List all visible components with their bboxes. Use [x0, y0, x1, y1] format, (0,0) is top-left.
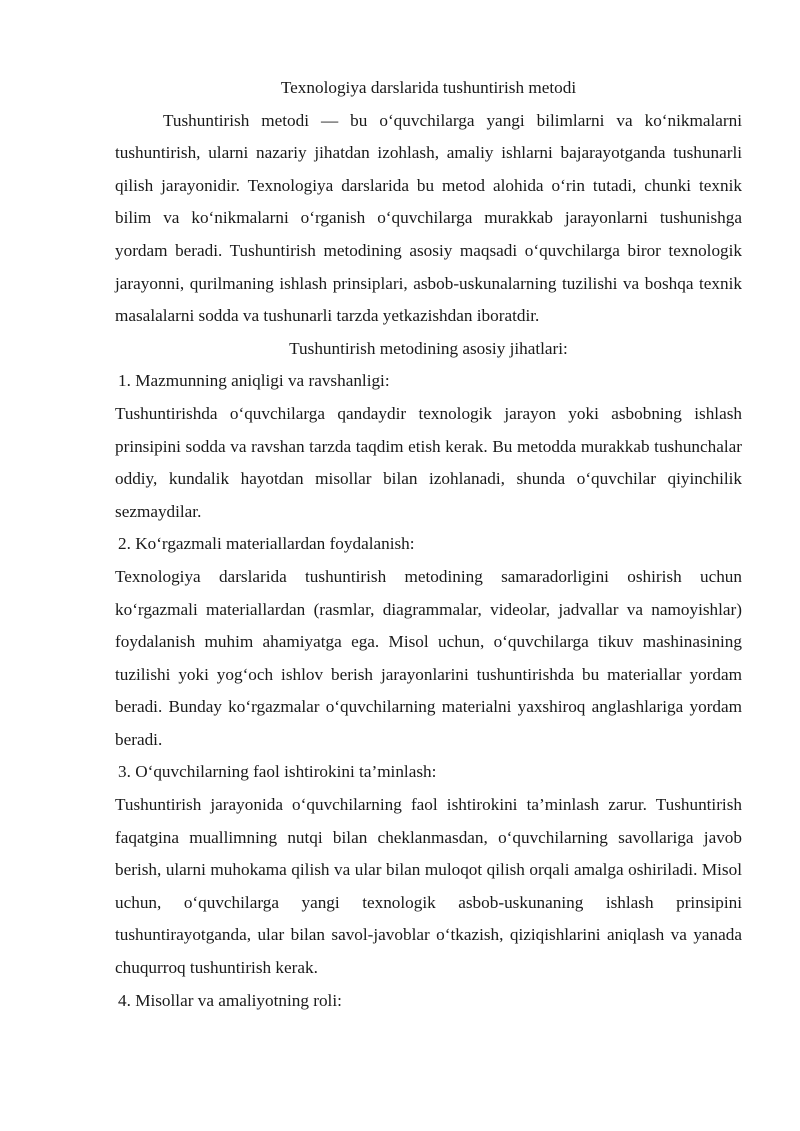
section-heading-1: 1. Mazmunning aniqligi va ravshanligi:: [118, 371, 390, 391]
intro-paragraph: Tushuntirish metodi — bu o‘quvchilarga yangi bilimlarni va ko‘nikmalarni tushuntirish, ularni nazariy jihatdan izohlash, amaliy ishlarni bajarayotganda tushunarli qilish jarayonidir. Texnologiya darslarida bu metod alohida o‘rin tutadi, chunki texnik bilim va ko‘nikmalarni o‘rganish o‘quvchilarga murakkab jarayonlarni tushunishga yordam beradi. Tushuntirish metodining asosiy maqsadi o‘quvchilarga biror texnologik jarayonni, qurilmaning ishlash prinsiplari, asbob-uskunalarning tuzilishi va boshqa texnik masalalarni sodda va tushunarli tarzda yetkazishdan iboratdir.: [115, 110, 742, 326]
document-title: Texnologiya darslarida tushuntirish metodi: [280, 78, 577, 97]
section-body-1: Tushuntirishda o‘quvchilarga qandaydir texnologik jarayon yoki asbobning ishlash prinsipini sodda va ravshan tarzda taqdim etish kerak. Bu metodda murakkab tushunchalar oddiy, kundalik hayotdan misollar bilan izohlanadi, shunda o‘quvchilar qiyinchilik sezmaydilar.: [115, 403, 742, 521]
section-body-2: Texnologiya darslarida tushuntirish metodining samaradorligini oshirish uchun ko‘rgazmali materiallardan (rasmlar, diagrammalar, videolar, jadvallar va namoyishlar) foydalanish muhim ahamiyatga ega. Misol uchun, o‘quvchilarga tikuv mashinasining tuzilishi yoki yog‘och ishlov berish jarayonlarini tushuntirishda bu materiallar yordam beradi. Bunday ko‘rgazmalar o‘quvchilarning materialni yaxshiroq anglashlariga yordam beradi.: [115, 566, 742, 749]
document-page: [115, 72, 742, 1017]
section-heading-4: 4. Misollar va amaliyotning roli:: [118, 990, 342, 1010]
section-heading-2: 2. Ko‘rgazmali materiallardan foydalanish:: [118, 534, 415, 554]
section-heading-3: 3. O‘quvchilarning faol ishtirokini ta’minlash:: [118, 762, 437, 782]
section-body-3: Tushuntirish jarayonida o‘quvchilarning faol ishtirokini ta’minlash zarur. Tushuntirish faqatgina muallimning nutqi bilan cheklanmasdan, o‘quvchilarning savollariga javob berish, ularni muhokama qilish va ular bilan muloqot qilish orqali amalga oshiriladi. Misol uchun, o‘quvchilarga yangi texnologik asbob-uskunaning ishlash prinsipini tushuntirayotganda, ular bilan savol-javoblar o‘tkazish, qiziqishlarini aniqlash va yanada chuqurroq tushuntirish kerak.: [115, 795, 742, 978]
section-subtitle: Tushuntirish metodining asosiy jihatlari:: [289, 338, 568, 358]
